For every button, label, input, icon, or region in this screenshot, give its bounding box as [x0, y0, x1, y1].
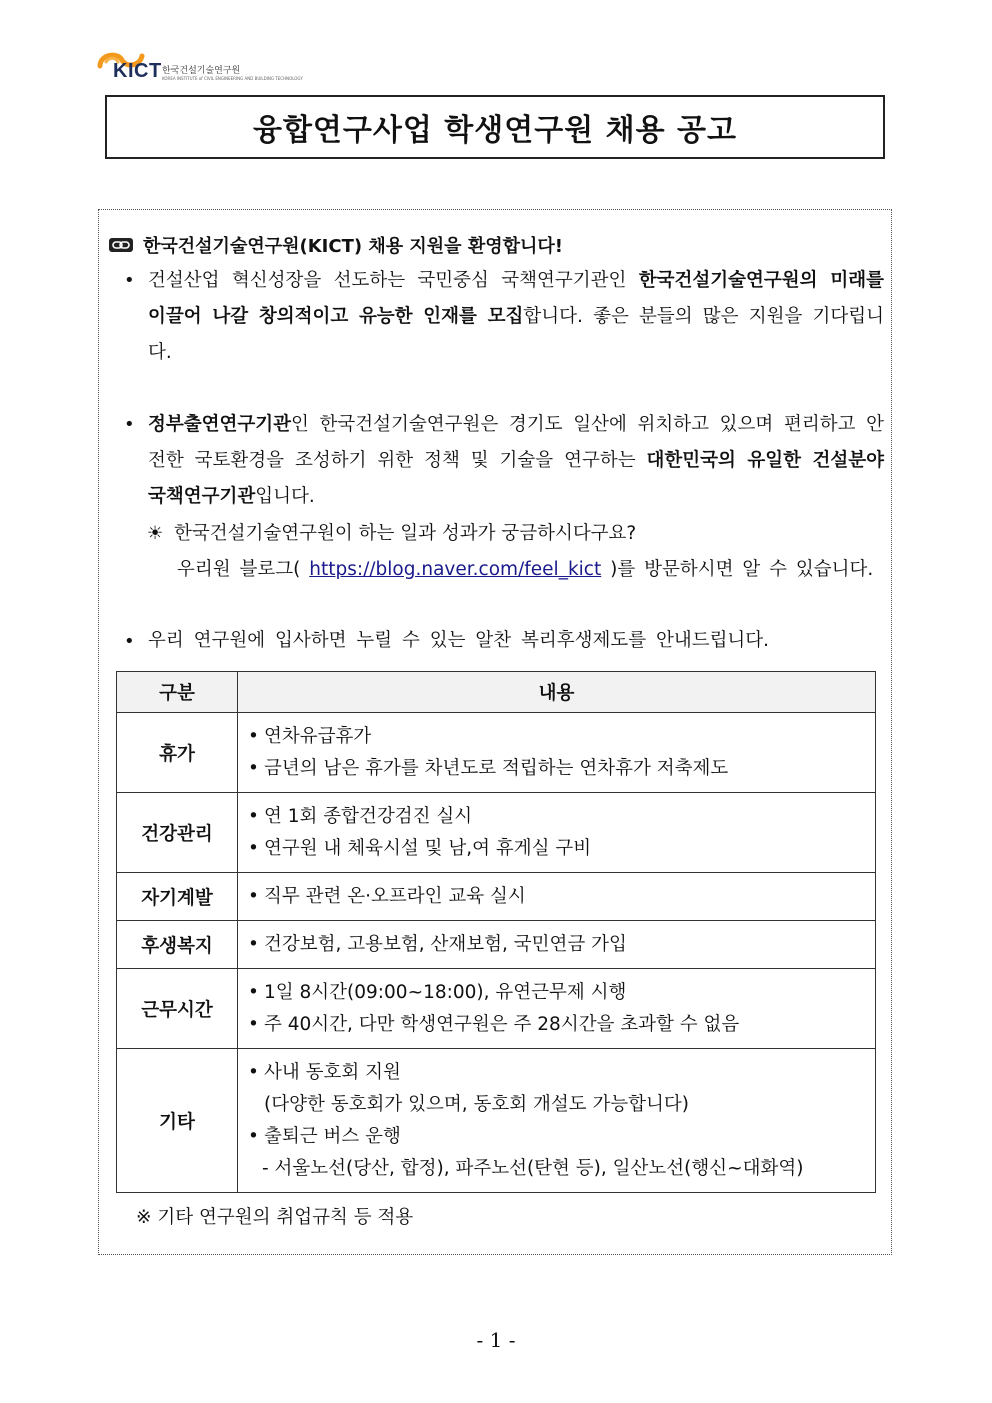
list-item: • 연구원 내 체육시설 및 남,여 휴게실 구비 [248, 837, 592, 859]
list-item: • 금년의 남은 휴가를 차년도로 적립하는 연차휴가 저축제도 [248, 757, 729, 779]
row-content [238, 969, 876, 1049]
header-content: 내용 [238, 672, 876, 713]
table-header-row [117, 672, 876, 713]
blog-pre-text: 우리원 블로그( [177, 559, 301, 580]
page-title: 융합연구사업 학생연구원 채용 공고 [252, 113, 738, 148]
blog-post-text: )를 방문하시면 알 수 있습니다. [610, 559, 874, 580]
table-row [117, 921, 876, 969]
blog-line [177, 552, 873, 588]
list-item-note: (다양한 동호회가 있으며, 동호회 개설도 가능합니다) [264, 1093, 690, 1115]
bullet-dot: • [124, 631, 135, 652]
row-content [238, 793, 876, 873]
table-row [117, 873, 876, 921]
benefits-intro: 우리 연구원에 입사하면 누릴 수 있는 알찬 복리후생제도를 안내드립니다. [148, 630, 770, 651]
benefits-table [116, 671, 876, 1193]
institute-paragraph [148, 407, 884, 515]
institute-bold-1: 정부출연연구기관 [148, 414, 291, 435]
row-content [238, 873, 876, 921]
intro-text: 건설산업 혁신성장을 선도하는 국민중심 국책연구기관인 [148, 270, 639, 291]
row-category: 건강관리 [117, 793, 238, 873]
institute-text-end: 입니다. [255, 486, 315, 507]
bullet-dot: • [124, 414, 135, 435]
chain-link-icon [108, 237, 134, 253]
list-item: • 사내 동호회 지원 [248, 1061, 401, 1083]
title-box [105, 95, 885, 159]
list-item-sub: - 서울노선(당산, 합정), 파주노선(탄현 등), 일산노선(행신~대화역) [262, 1157, 804, 1179]
sun-icon: ☀ [146, 523, 164, 544]
institute-text: 인 한국건설기술연구원은 경기도 일산에 위치하고 있으며 편리하고 안전한 국토환경을 조성하기 위한 정책 및 기술을 연구하는 [148, 414, 884, 471]
row-content [238, 921, 876, 969]
list-item: • 주 40시간, 다만 학생연구원은 주 28시간을 초과할 수 없음 [248, 1013, 740, 1035]
table-row [117, 793, 876, 873]
logo-org-name [162, 63, 303, 81]
logo-org-name-ko: 한국건설기술연구원 [162, 66, 241, 76]
row-content [238, 1049, 876, 1193]
welcome-heading [108, 232, 563, 258]
list-item: • 1일 8시간(09:00~18:00), 유연근무제 시행 [248, 981, 627, 1003]
intro-paragraph [148, 263, 884, 371]
welcome-text: 한국건설기술연구원(KICT) 채용 지원을 환영합니다! [143, 236, 563, 257]
bullet-dot: • [124, 270, 135, 291]
row-content [238, 713, 876, 793]
intro-bold: 한국건설기술연구원의 미래를 이끌어 나갈 창의적이고 유능한 인재를 모집 [148, 270, 885, 327]
table-row [117, 969, 876, 1049]
blog-link[interactable]: https://blog.naver.com/feel_kict [309, 559, 602, 580]
row-category: 기타 [117, 1049, 238, 1193]
intro-text-end: 합니다. 좋은 분들의 많은 지원을 기다립니다. [148, 306, 885, 363]
row-category: 근무시간 [117, 969, 238, 1049]
row-category: 휴가 [117, 713, 238, 793]
blog-question [146, 516, 636, 552]
footnote: ※ 기타 연구원의 취업규칙 등 적용 [136, 1207, 414, 1228]
list-item: • 출퇴근 버스 운행 [248, 1125, 401, 1147]
table-row [117, 713, 876, 793]
kict-logo-mark [96, 48, 162, 82]
list-item: • 직무 관련 온·오프라인 교육 실시 [248, 885, 526, 907]
list-item: • 연차유급휴가 [248, 725, 372, 747]
list-item: • 건강보험, 고용보험, 산재보험, 국민연금 가입 [248, 933, 627, 955]
header-category: 구분 [117, 672, 238, 713]
logo-org-name-en: KOREA INSTITUTE of CIVIL ENGINEERING AND BUILDING TECHNOLOGY [162, 76, 303, 81]
list-item: • 연 1회 종합건강검진 실시 [248, 805, 473, 827]
kict-logo [96, 48, 303, 82]
row-category: 자기계발 [117, 873, 238, 921]
table-row [117, 1049, 876, 1193]
logo-kict-text: KICT [113, 60, 162, 82]
row-category: 후생복지 [117, 921, 238, 969]
institute-bold-2: 대한민국의 유일한 건설분야 국책연구기관 [148, 450, 884, 507]
page-number: - 1 - [476, 1328, 516, 1352]
blog-question-text: 한국건설기술연구원이 하는 일과 성과가 궁금하시다구요? [174, 523, 637, 544]
